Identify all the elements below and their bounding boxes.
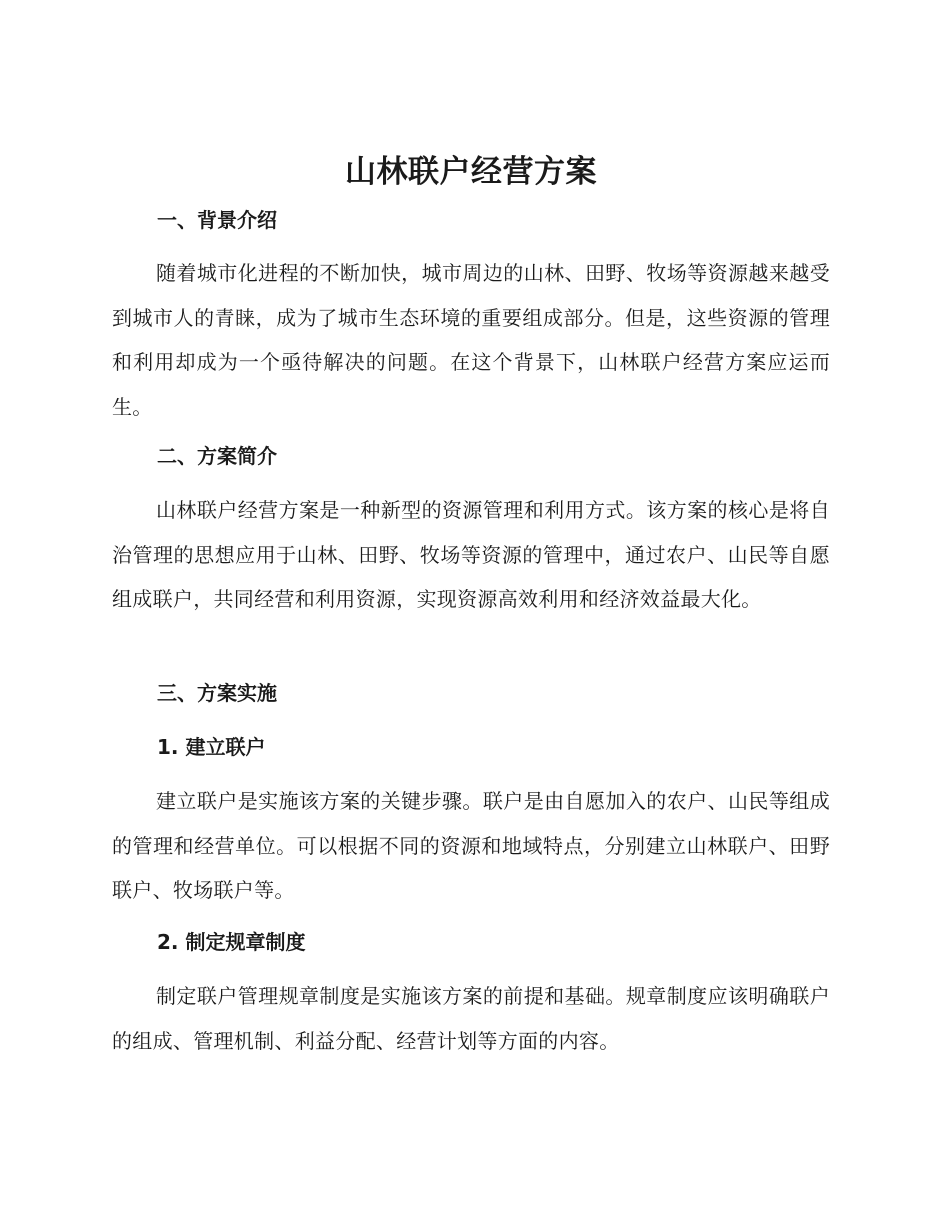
section-paragraph-background: 随着城市化进程的不断加快，城市周边的山林、田野、牧场等资源越来越受到城市人的青睐，成为了城市生态环境的重要组成部分。但是，这些资源的管理和利用却成为一个亟待解决的问题。在这个背景下，山林联户经营方案应运而生。 <box>112 261 830 419</box>
section-paragraph-overview: 山林联户经营方案是一种新型的资源管理和利用方式。该方案的核心是将自治管理的思想应用于山林、田野、牧场等资源的管理中，通过农户、山民等自愿组成联户，共同经营和利用资源，实现资源高效利用和经济效益最大化。 <box>112 498 830 611</box>
section-heading-overview: 二、方案简介 <box>157 444 277 468</box>
subsection-paragraph-rules: 制定联户管理规章制度是实施该方案的前提和基础。规章制度应该明确联户的组成、管理机制、利益分配、经营计划等方面的内容。 <box>112 984 830 1053</box>
section-heading-background: 一、背景介绍 <box>157 208 277 232</box>
document-title: 山林联户经营方案 <box>345 154 597 190</box>
subsection-heading-establish: 1. 建立联户 <box>157 735 266 759</box>
subsection-paragraph-establish: 建立联户是实施该方案的关键步骤。联户是由自愿加入的农户、山民等组成的管理和经营单位。可以根据不同的资源和地域特点，分别建立山林联户、田野联户、牧场联户等。 <box>112 789 830 902</box>
subsection-heading-rules: 2. 制定规章制度 <box>157 930 306 954</box>
section-heading-implementation: 三、方案实施 <box>157 681 277 705</box>
